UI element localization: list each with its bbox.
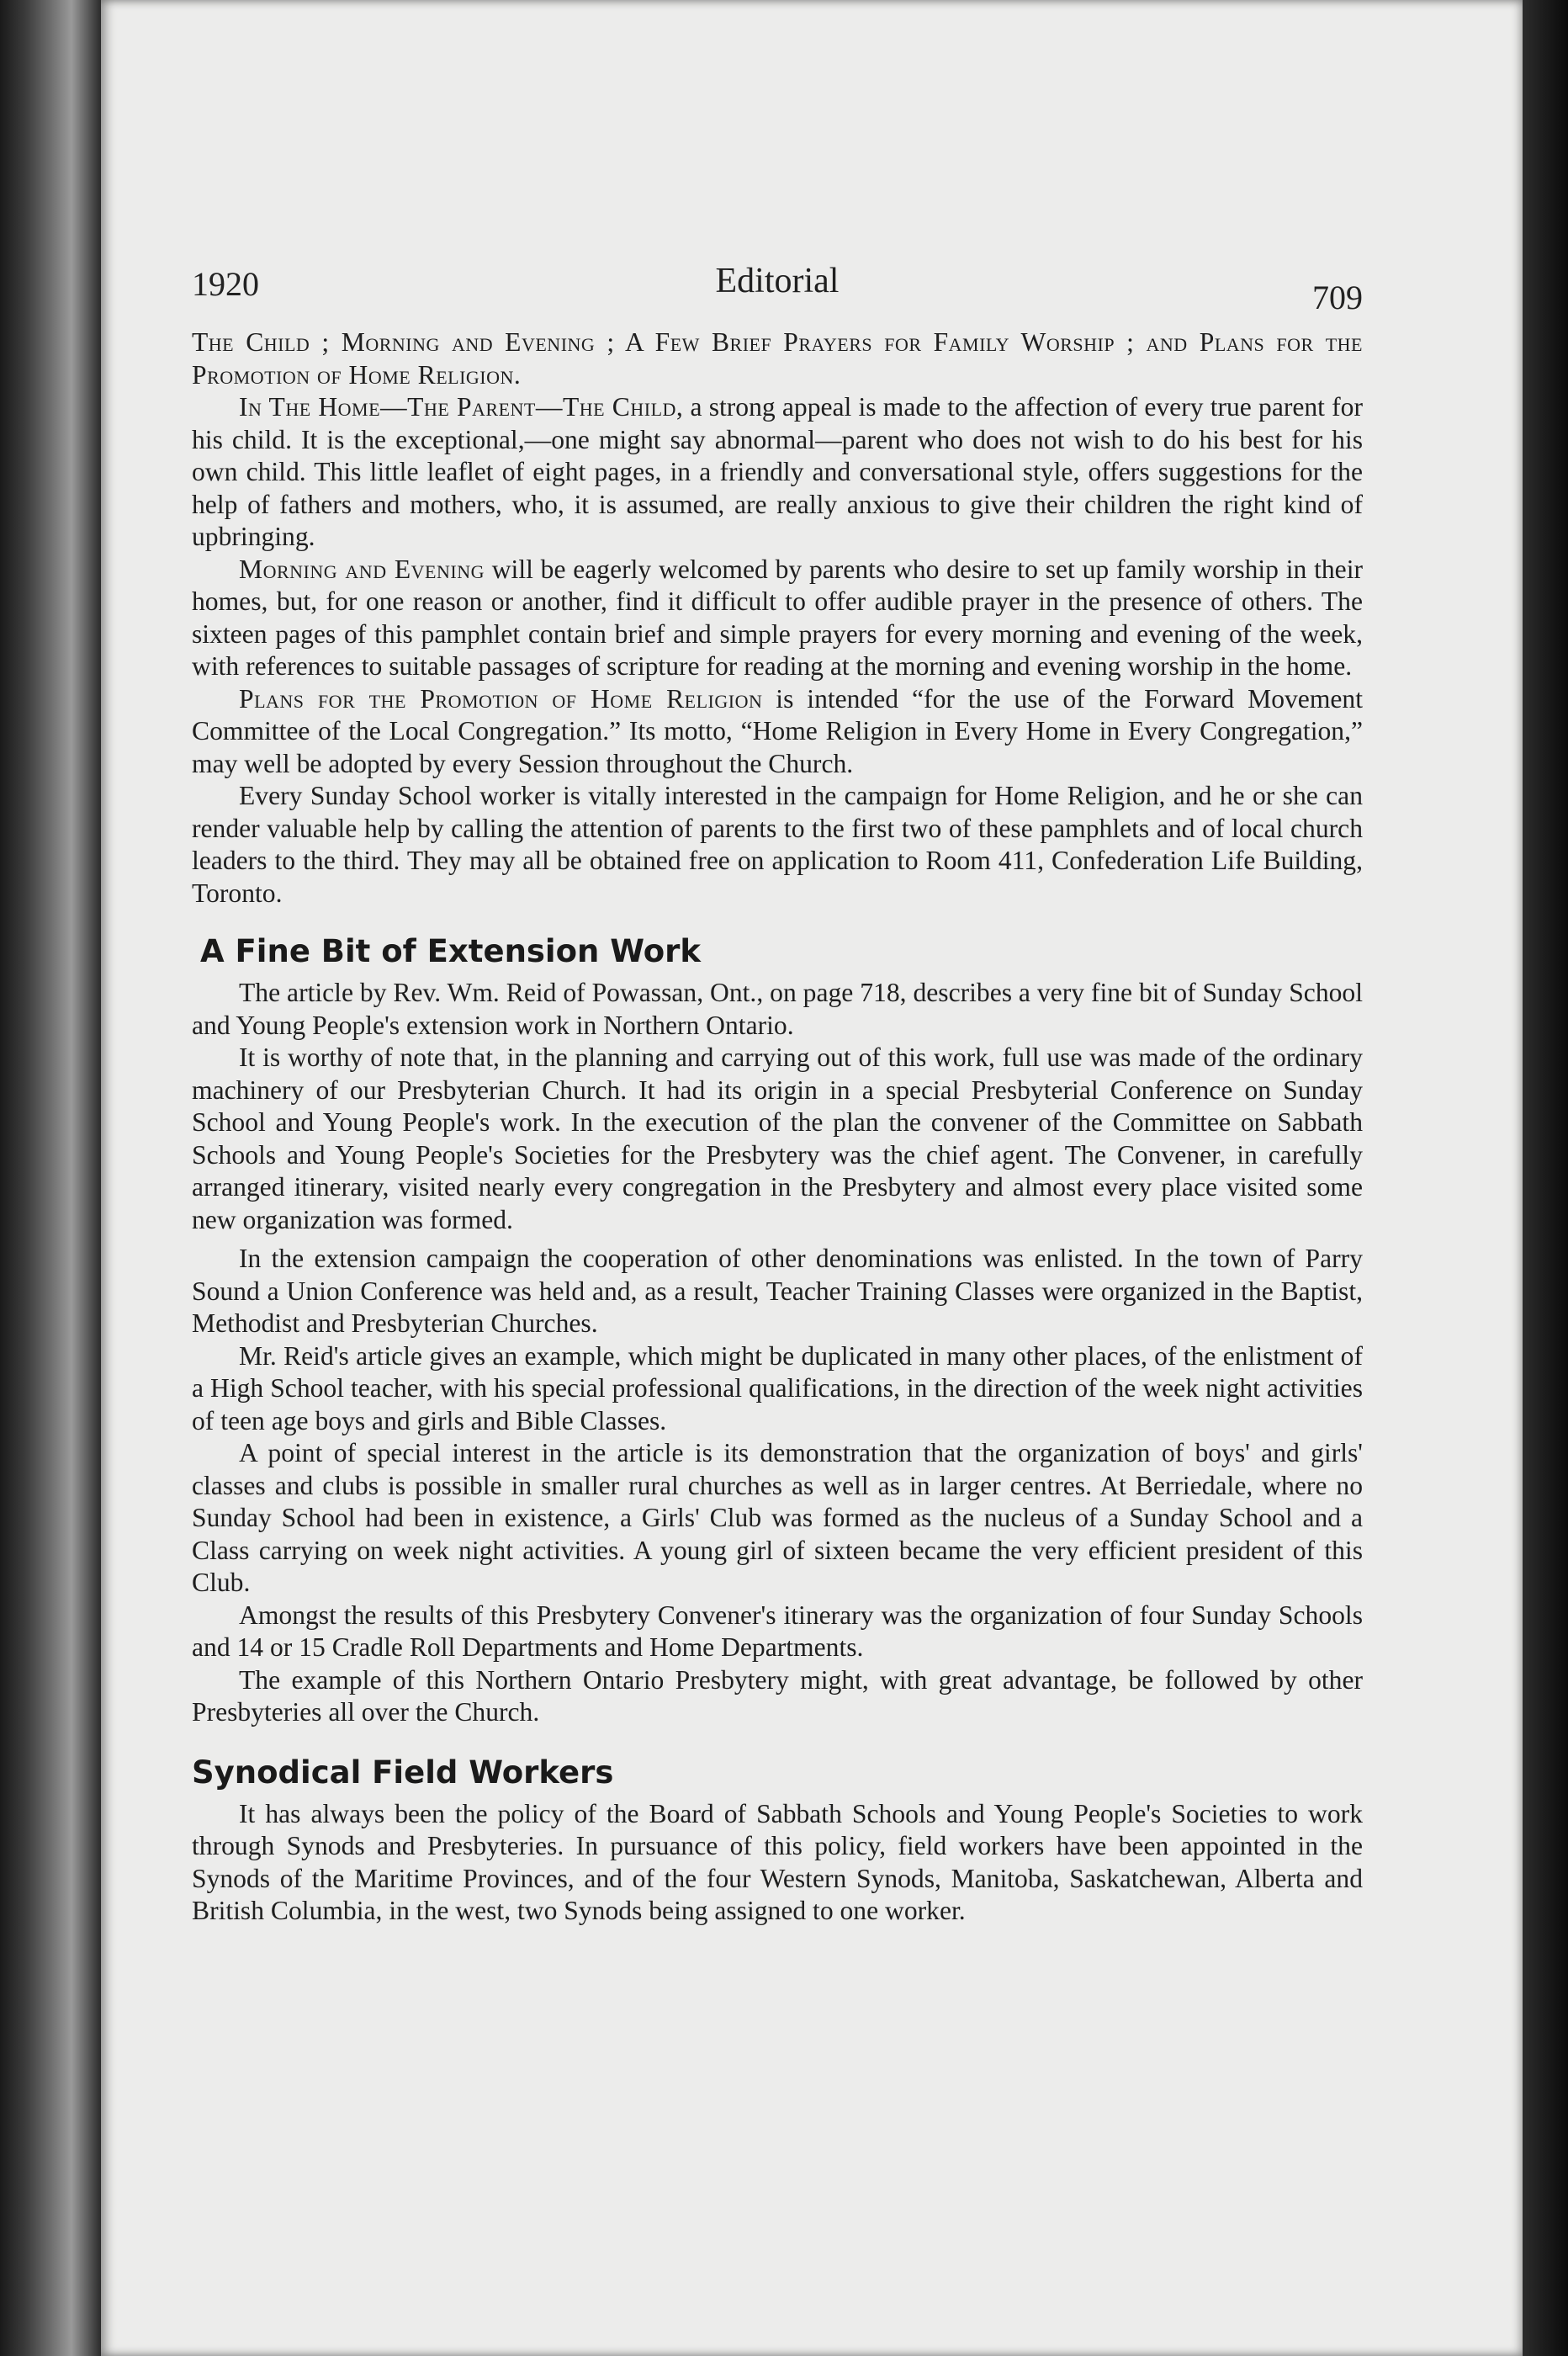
pamphlet-titles: The Child ; Morning and Evening ; A Few Brief Prayers for Family Worship ; and Plans for the Promotion of Home Religion. [192,327,1363,390]
paragraph-text: a strong appeal is made to the affection of every true parent for his child. It is the exceptional,—one might say abnormal—parent who does not wish to do his best for his own child. This little leaflet of eight pages, in a friendly and conversational style, offers suggestions for the help of fathers and mothers, who, it is assumed, are really anxious to give their children the right kind of upbringing. [192,392,1363,551]
page-body [192,326,1363,1928]
book-gutter-left [0,0,101,2356]
header-title: Editorial [715,262,840,300]
paragraph [192,326,1363,391]
paragraph: The article by Rev. Wm. Reid of Powassan, Ont., on page 718, describes a very fine bit of Sunday School and Young People's extension work in Northern Ontario. [192,978,1363,1040]
pamphlet-title: Morning and Evening [239,554,485,584]
page-number: 709 [1312,279,1363,316]
paragraph: Every Sunday School worker is vitally interested in the campaign for Home Religion, and he or she can render valuable help by calling the attention of parents to the first two of these pamphlets and of local church leaders to the third. They may all be obtained free on application to Room 411, Confederation Life Building, Toronto. [192,781,1363,908]
paragraph: It has always been the policy of the Board of Sabbath Schools and Young People's Societies to work through Synods and Presbyteries. In pursuance of this policy, field workers have been appointed in the Synods of the Maritime Provinces, and of the four Western Synods, Manitoba, Saskatchewan, Alberta and British Columbia, in the west, two Synods being assigned to one worker. [192,1798,1363,1925]
section-heading: A Fine Bit of Extension Work [200,933,702,969]
paragraph [192,554,1363,683]
header-year: 1920 [192,265,259,303]
paragraph-text: will be eagerly welcomed by parents who desire to set up family worship in their homes, but, for one reason or another, find it difficult to offer audible prayer in the presence of others. The sixteen pages of this pamphlet contain brief and simple prayers for every morning and evening of the week, with references to suitable passages of scripture for reading at the morning and evening worship in the home. [192,554,1363,681]
paragraph-text: is intended “for the use of the Forward Movement Committee of the Local Congregation.” Its motto, “Home Religion in Every Home in Every Congregation,” may well be adopted by every Session throughout the Church. [192,683,1363,778]
paragraph: In the extension campaign the cooperation of other denominations was enlisted. In the town of Parry Sound a Union Conference was held and, as a result, Teacher Training Classes were organized in the Baptist, Methodist and Presbyterian Churches. [192,1244,1363,1338]
section-heading: Synodical Field Workers [192,1754,614,1791]
paragraph: A point of special interest in the article is its demonstration that the organization of boys' and girls' classes and clubs is possible in smaller rural churches as well as in larger centres. At Berriedale, where no Sunday School had been in existence, a Girls' Club was formed as the nucleus of a Sunday School and a Class carrying on week night activities. A young girl of sixteen became the very efficient president of this Club. [192,1438,1363,1597]
paragraph: Amongst the results of this Presbytery Convener's itinerary was the organization of four Sunday Schools and 14 or 15 Cradle Roll Departments and Home Departments. [192,1600,1363,1662]
pamphlet-title: Plans for the Promotion of Home Religion [239,683,763,714]
paragraph [192,391,1363,554]
book-edge-right [1523,0,1568,2356]
paragraph: Mr. Reid's article gives an example, which might be duplicated in many other places, of the enlistment of a High School teacher, with his special professional qualifications, in the direction of the week night activities of teen age boys and girls and Bible Classes. [192,1340,1363,1435]
paragraph [192,683,1363,781]
running-head [192,257,1363,316]
pamphlet-title: In The Home—The Parent—The Child, [239,392,684,422]
paragraph: It is worthy of note that, in the planning and carrying out of this work, full use was made of the ordinary machinery of our Presbyterian Church. It had its origin in a special Presbyterial Conference on Sunday School and Young People's work. In the execution of the plan the convener of the Committee on Sabbath Schools and Young People's Societies for the Presbytery was the chief agent. The Convener, in carefully arranged itinerary, visited nearly every congregation in the Presbytery and almost every place visited some new organization was formed. [192,1043,1363,1234]
paragraph: The example of this Northern Ontario Presbytery might, with great advantage, be followed by other Presbyteries all over the Church. [192,1664,1363,1727]
